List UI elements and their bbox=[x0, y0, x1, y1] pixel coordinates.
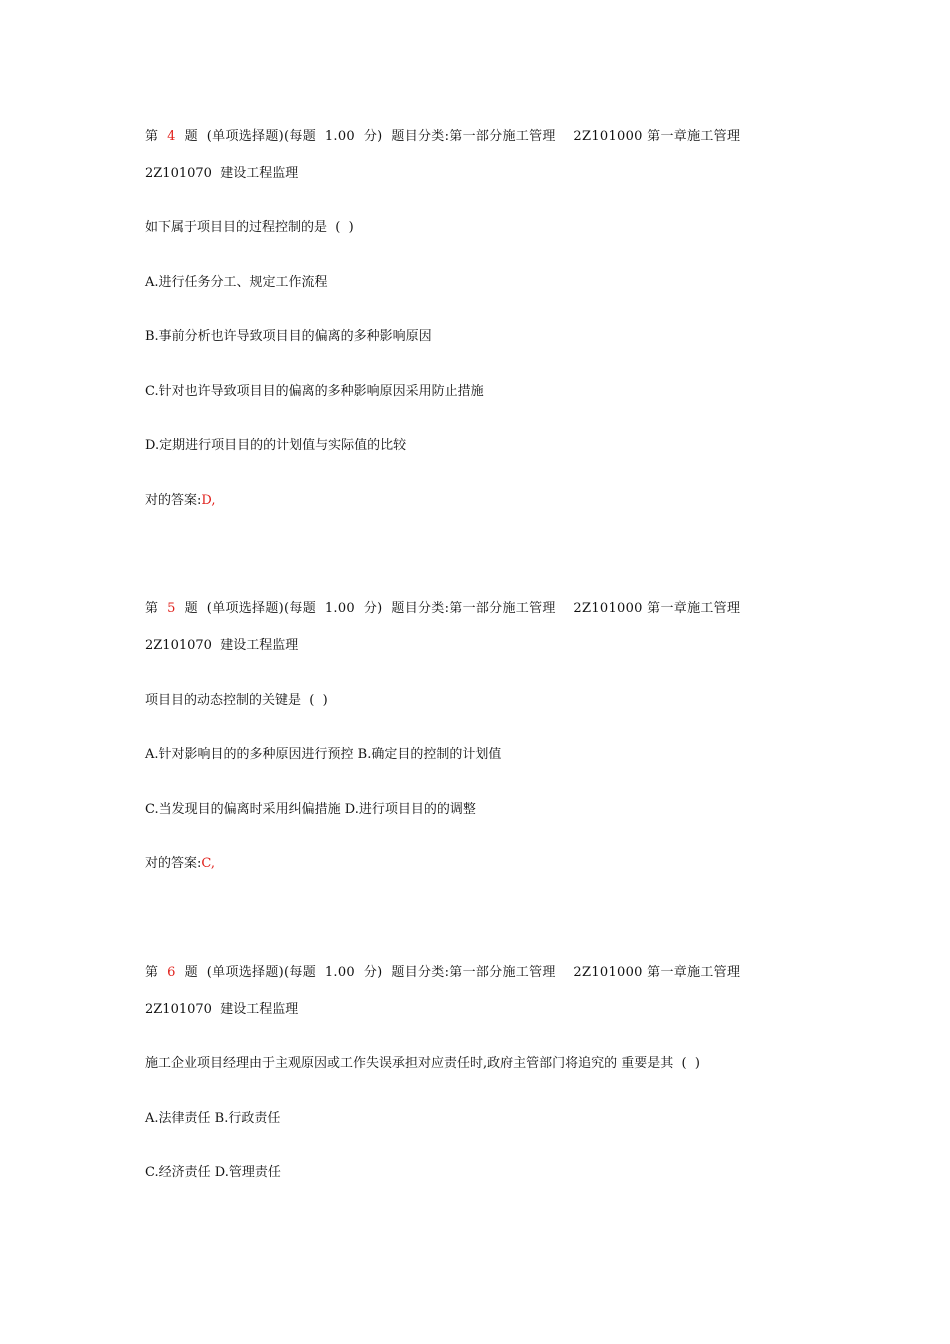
answer-value: C, bbox=[201, 856, 216, 871]
question-number: 6 bbox=[167, 965, 176, 980]
option-a-b: A.法律责任 B.行政责任 bbox=[145, 1111, 281, 1126]
option-c: C.针对也许导致项目目的偏离的多种影响原因采用防止措施 bbox=[145, 384, 484, 399]
option-a-b: A.针对影响目的的多种原因进行预控 B.确定目的控制的计划值 bbox=[145, 747, 502, 762]
question-category-line2: 2Z101070 建设工程监理 bbox=[145, 1002, 299, 1017]
question-header-prefix: 第 bbox=[145, 965, 168, 980]
question-header-rest: 题 (单项选择题)(每题 1.00 分) 题目分类:第一部分施工管理 2Z101000 第一章施工管理 bbox=[175, 601, 741, 616]
question-stem: 如下属于项目目的过程控制的是 ( ) bbox=[145, 220, 354, 235]
question-number: 5 bbox=[167, 601, 176, 616]
question-header bbox=[145, 128, 740, 146]
option-c-d: C.经济责任 D.管理责任 bbox=[145, 1165, 281, 1180]
question-stem: 施工企业项目经理由于主观原因或工作失误承担对应责任时,政府主管部门将追究的 重要是其 ( ) bbox=[145, 1056, 700, 1071]
question-category-line2: 2Z101070 建设工程监理 bbox=[145, 638, 299, 653]
question-stem: 项目目的动态控制的关键是 ( ) bbox=[145, 693, 328, 708]
question-header-prefix: 第 bbox=[145, 129, 168, 144]
question-category-line2: 2Z101070 建设工程监理 bbox=[145, 166, 299, 181]
answer-value: D, bbox=[201, 493, 216, 508]
option-a: A.进行任务分工、规定工作流程 bbox=[145, 275, 328, 290]
question-header-prefix: 第 bbox=[145, 601, 168, 616]
option-b: B.事前分析也许导致项目目的偏离的多种影响原因 bbox=[145, 329, 432, 344]
question-header-rest: 题 (单项选择题)(每题 1.00 分) 题目分类:第一部分施工管理 2Z101000 第一章施工管理 bbox=[175, 129, 741, 144]
answer-label: 对的答案: bbox=[145, 856, 202, 871]
answer-line bbox=[145, 855, 215, 873]
question-header-rest: 题 (单项选择题)(每题 1.00 分) 题目分类:第一部分施工管理 2Z101000 第一章施工管理 bbox=[175, 965, 741, 980]
option-d: D.定期进行项目目的的计划值与实际值的比较 bbox=[145, 438, 407, 453]
option-c-d: C.当发现目的偏离时采用纠偏措施 D.进行项目目的的调整 bbox=[145, 802, 476, 817]
question-header bbox=[145, 600, 740, 618]
question-header bbox=[145, 964, 740, 982]
answer-label: 对的答案: bbox=[145, 493, 202, 508]
answer-line bbox=[145, 492, 215, 510]
question-number: 4 bbox=[167, 129, 176, 144]
